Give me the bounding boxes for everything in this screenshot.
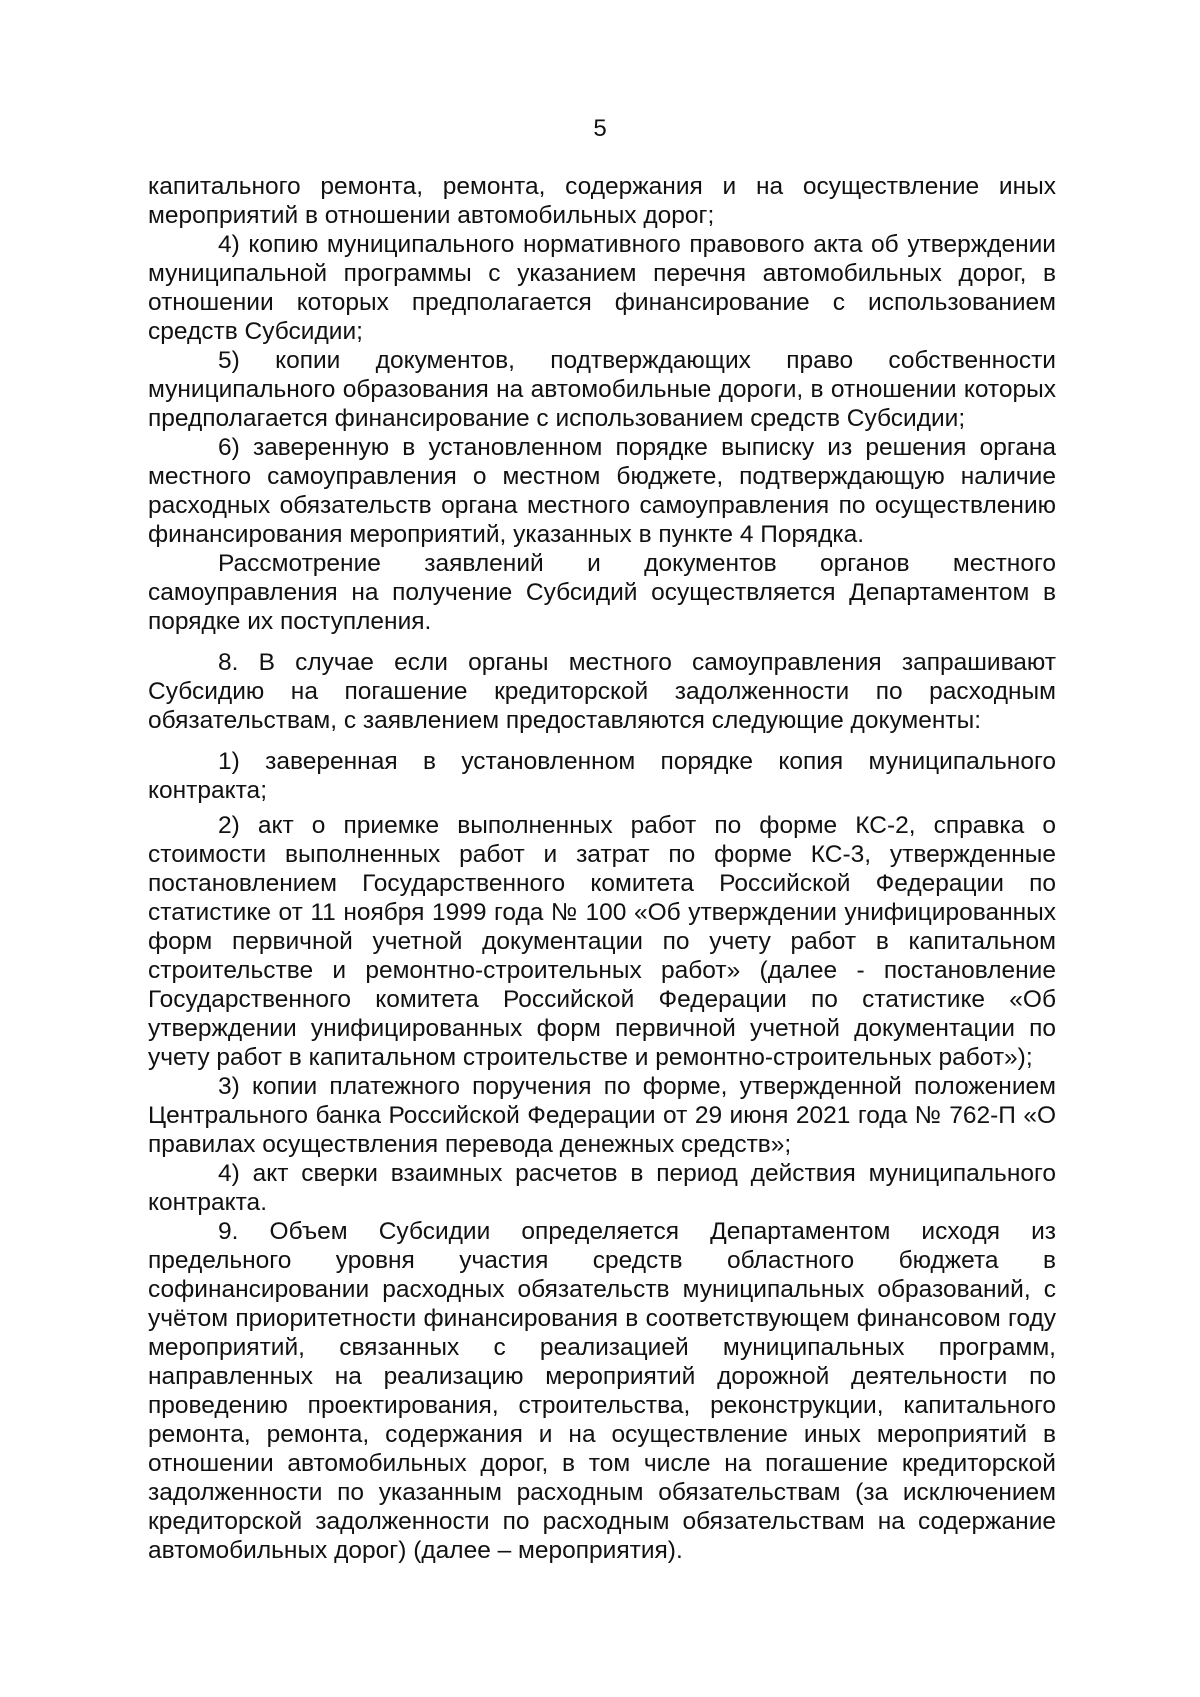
paragraph-section-8-item-3: 3) копии платежного поручения по форме, утвержденной положением Центрального банка Российской Федерации от 29 июня 2021 года № 762-П «О правилах осуществления перевода денежных средств»; (148, 1073, 1056, 1158)
paragraph-section-8-item-2: 2) акт о приемке выполненных работ по форме КС-2, справка о стоимости выполненных работ и затрат по форме КС-3, утвержденные постановлением Государственного комитета Российской Федерации по статистике от 11 ноября 1999 года № 100 «Об утверждении унифицированных форм первичной учетной документации по учету работ в капитальном строительстве и ремонтно-строительных работ» (далее - постановление Государственного комитета Российской Федерации по статистике «Об утверждении унифицированных форм первичной учетной документации по учету работ в капитальном строительстве и ремонтно-строительных работ»); (148, 812, 1056, 1071)
paragraph-continuation: капитального ремонта, ремонта, содержания и на осуществление иных мероприятий в отношении автомобильных дорог; (148, 173, 1056, 229)
document-body (148, 172, 1056, 1565)
paragraph-section-8-item-4: 4) акт сверки взаимных расчетов в период действия муниципального контракта. (148, 1160, 1056, 1216)
paragraph-item-4: 4) копию муниципального нормативного правового акта об утверждении муниципальной программы с указанием перечня автомобильных дорог, в отношении которых предполагается финансирование с использованием средств Субсидии; (148, 231, 1056, 345)
paragraph-item-5: 5) копии документов, подтверждающих право собственности муниципального образования на автомобильные дороги, в отношении которых предполагается финансирование с использованием средств Субсидии; (148, 347, 1056, 432)
paragraph-review: Рассмотрение заявлений и документов органов местного самоуправления на получение Субсидий осуществляется Департаментом в порядке их поступления. (148, 550, 1056, 635)
paragraph-item-6: 6) заверенную в установленном порядке выписку из решения органа местного самоуправления о местном бюджете, подтверждающую наличие расходных обязательств органа местного самоуправления по осуществлению финансирования мероприятий, указанных в пункте 4 Порядка. (148, 434, 1056, 548)
paragraph-section-8: 8. В случае если органы местного самоуправления запрашивают Субсидию на погашение кредиторской задолженности по расходным обязательствам, с заявлением предоставляются следующие документы: (148, 649, 1056, 734)
paragraph-section-8-item-1: 1) заверенная в установленном порядке копия муниципального контракта; (148, 748, 1056, 804)
paragraph-section-9: 9. Объем Субсидии определяется Департаментом исходя из предельного уровня участия средств областного бюджета в софинансировании расходных обязательств муниципальных образований, с учётом приоритетности финансирования в соответствующем финансовом году мероприятий, связанных с реализацией муниципальных программ, направленных на реализацию мероприятий дорожной деятельности по проведению проектирования, строительства, реконструкции, капитального ремонта, ремонта, содержания и на осуществление иных мероприятий в отношении автомобильных дорог, в том числе на погашение кредиторской задолженности по указанным расходным обязательствам (за исключением кредиторской задолженности по расходным обязательствам на содержание автомобильных дорог) (далее – мероприятия). (148, 1218, 1056, 1564)
page-number: 5 (593, 115, 607, 142)
